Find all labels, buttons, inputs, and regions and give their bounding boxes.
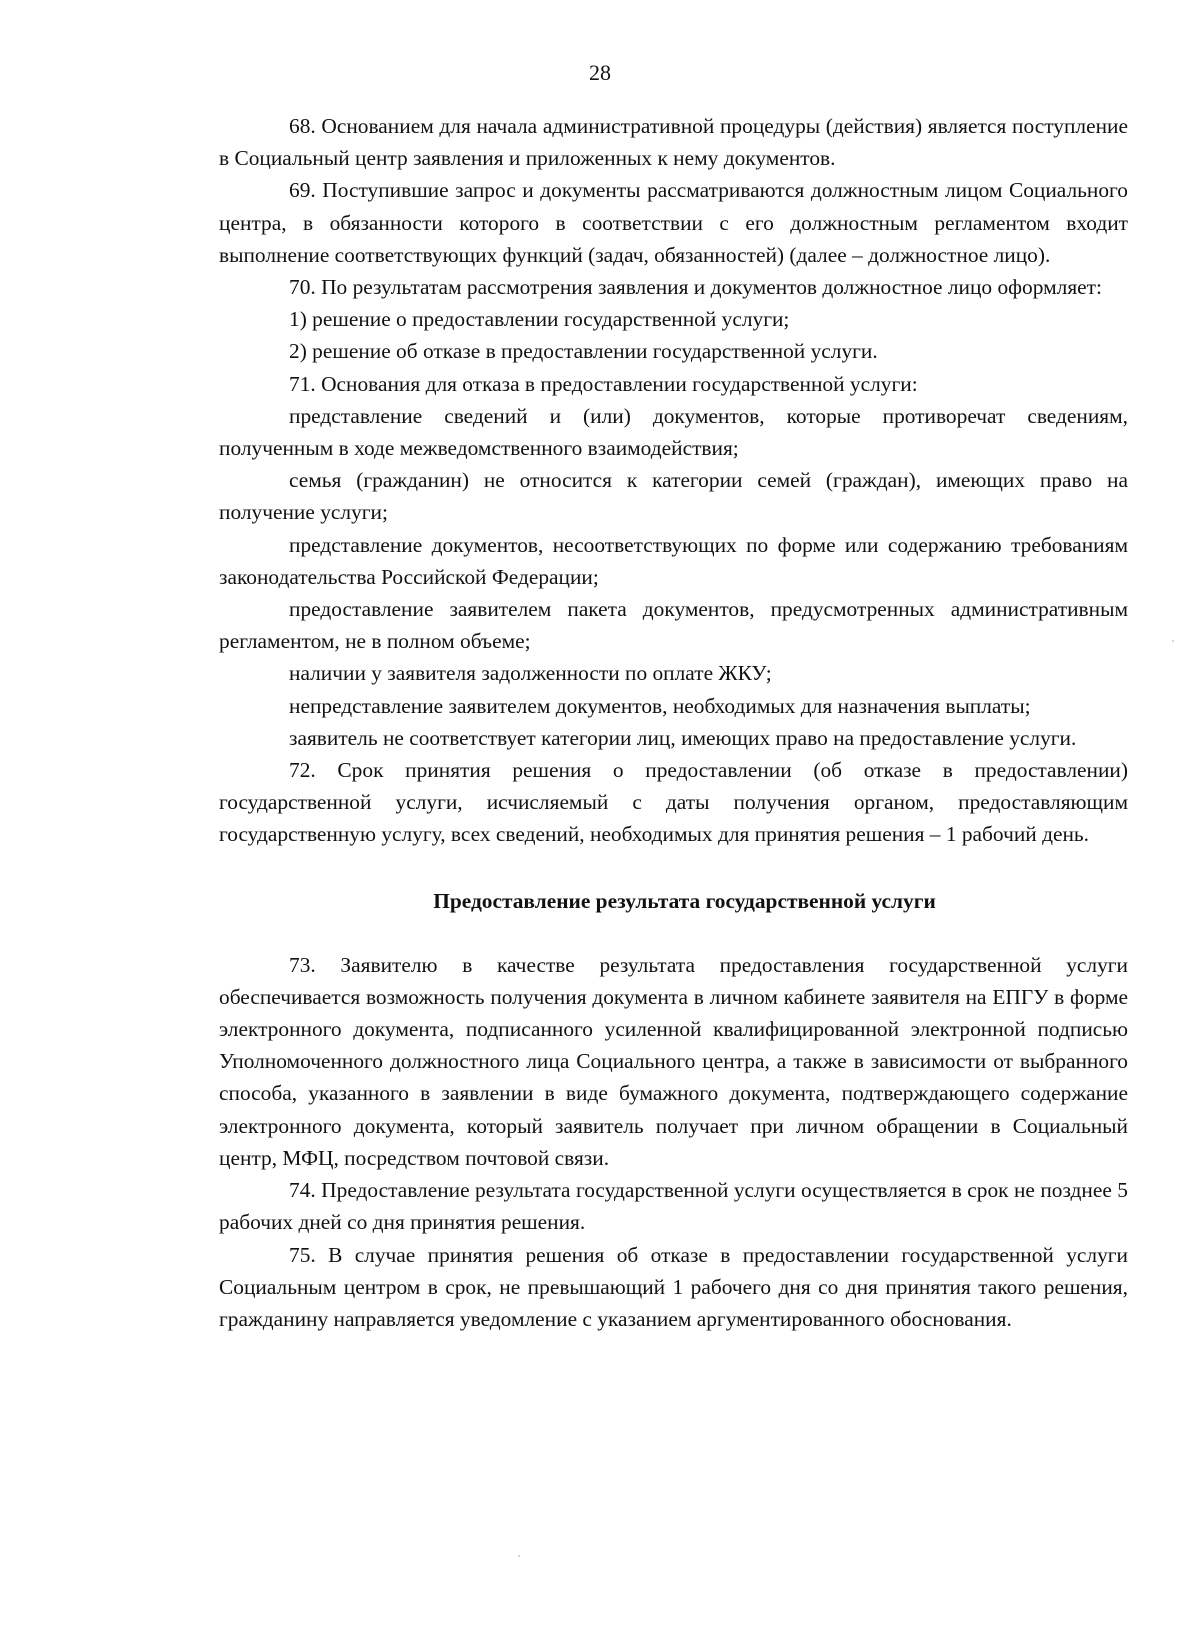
- paragraph-70: 70. По результатам рассмотрения заявления и документов должностное лицо оформляет:: [289, 275, 1102, 300]
- list-item-2: 2) решение об отказе в предоставлении государственной услуги.: [289, 339, 878, 364]
- paragraph-74: 74. Предоставление результата государственной услуги осуществляется в срок не позднее 5 рабочих дней со дня принятия решения.: [219, 1178, 1128, 1235]
- refusal-ground-7: заявитель не соответствует категории лиц, имеющих право на предоставление услуги.: [289, 725, 1077, 750]
- refusal-ground-6: непредставление заявителем документов, необходимых для назначения выплаты;: [289, 693, 1031, 718]
- refusal-ground-3: представление документов, несоответствующих по форме или содержанию требованиям законодательства Российской Федерации;: [219, 532, 1128, 589]
- refusal-ground-1: представление сведений и (или) документов, которые противоречат сведениям, полученным в ходе межведомственного взаимодействия;: [219, 403, 1128, 461]
- refusal-ground-2: семья (гражданин) не относится к категории семей (граждан), имеющих право на получение услуги;: [219, 468, 1128, 525]
- scan-speck: [518, 1555, 520, 1557]
- paragraph-72: 72. Срок принятия решения о предоставлении (об отказе в предоставлении) государственной услуги, исчисляемый с даты получения органом, предоставляющим государственную услугу, всех сведений, необходимых для принятия решения – 1 рабочий день.: [219, 758, 1128, 847]
- list-item-1: 1) решение о предоставлении государственной услуги;: [289, 307, 790, 332]
- paragraphs-before: [219, 110, 1128, 851]
- section-heading: Предоставление результата государственной услуги: [433, 888, 936, 913]
- refusal-ground-5: наличии у заявителя задолженности по оплате ЖКУ;: [289, 661, 772, 686]
- paragraph-71: 71. Основания для отказа в предоставлении государственной услуги:: [289, 371, 918, 396]
- paragraph-75: 75. В случае принятия решения об отказе в предоставлении государственной услуги Социальным центром в срок, не превышающий 1 рабочего дня со дня принятия такого решения, гражданину направляется уведомление с указанием аргументированного обоснования.: [219, 1242, 1128, 1331]
- document-body: [219, 110, 1128, 1335]
- scan-speck: [1172, 640, 1174, 642]
- refusal-ground-4: предоставление заявителем пакета документов, предусмотренных административным регламентом, не в полном объеме;: [219, 597, 1128, 654]
- paragraphs-after: [219, 949, 1128, 1335]
- paragraph-69: 69. Поступившие запрос и документы рассматриваются должностным лицом Социального центра, в обязанности которого в соответствии с его должностным регламентом входит выполнение соответствующих функций (задач, обязанностей) (далее – должностное лицо).: [219, 178, 1128, 267]
- page-number: 28: [589, 60, 611, 85]
- paragraph-68: 68. Основанием для начала административной процедуры (действия) является поступление в Социальный центр заявления и приложенных к нему документов.: [219, 114, 1128, 171]
- paragraph-73: 73. Заявителю в качестве результата предоставления государственной услуги обеспечивается возможность получения документа в личном кабинете заявителя на ЕПГУ в форме электронного документа, подписанного усиленной квалифицированной электронной подписью Уполномоченного должностного лица Социального центра, а также в зависимости от выбранного способа, указанного в заявлении в виде бумажного документа, подтверждающего содержание электронного документа, который заявитель получает при личном обращении в Социальный центр, МФЦ, посредством почтовой связи.: [219, 952, 1128, 1170]
